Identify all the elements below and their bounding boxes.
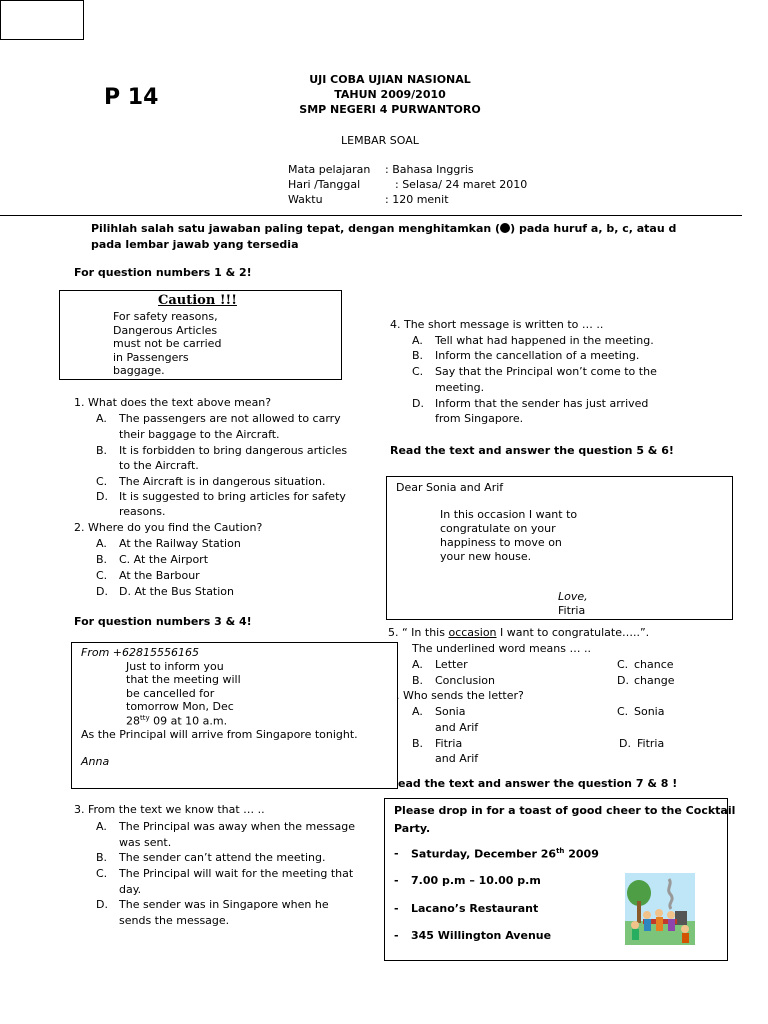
sheet-title: LEMBAR SOAL <box>341 134 419 147</box>
q3-option-c-text: The Principal will wait for the meeting that <box>119 867 354 880</box>
q4-option-a-text: Tell what had happened in the meeting. <box>435 334 654 347</box>
instructions-line-1: Pilihlah salah satu jawaban paling tepat, dengan menghitamkan ( ) pada huruf a, b, c, atau d <box>91 222 677 235</box>
q1-option-d-text: It is suggested to bring articles for safety <box>119 490 346 503</box>
q1-option-b-letter: B. <box>96 444 108 457</box>
invitation-line-1: Please drop in for a toast of good cheer to the Cocktail <box>394 804 736 817</box>
q3-option-a-letter: A. <box>96 820 107 833</box>
invitation-bullet: - <box>394 902 399 915</box>
info-value-subject: : Bahasa Inggris <box>385 163 474 176</box>
question-6-stem: . Who sends the letter? <box>396 689 524 702</box>
q3-option-d-letter: D. <box>96 898 108 911</box>
q4-option-d-text: from Singapore. <box>435 412 524 425</box>
party-clipart-image <box>625 873 695 945</box>
sms-principal-line: As the Principal will arrive from Singapore tonight. <box>81 728 358 741</box>
letter-closing: Love, <box>558 590 588 603</box>
header-title: UJI COBA UJIAN NASIONAL <box>309 73 471 86</box>
q6-option-b-text: and Arif <box>435 752 479 765</box>
question-5-stem-2: The underlined word means … .. <box>412 642 591 655</box>
instructions-line-2: pada lembar jawab yang tersedia <box>91 238 299 251</box>
q2-option-a-text: At the Railway Station <box>119 537 241 550</box>
q5-option-c-letter: C. <box>617 658 629 671</box>
q1-option-d-letter: D. <box>96 490 108 503</box>
info-value-time: : 120 menit <box>385 193 449 206</box>
q6-option-d-letter: D. <box>619 737 631 750</box>
exam-code-box <box>0 0 84 40</box>
q1-option-d-text: reasons. <box>119 505 166 518</box>
letter-body-line: In this occasion I want to <box>440 508 578 521</box>
q4-option-b-letter: B. <box>412 349 424 362</box>
invitation-bullet: - <box>394 847 399 860</box>
filled-circle-icon <box>500 223 510 233</box>
sms-from: From +62815556165 <box>81 646 199 659</box>
q5-option-c-text: chance <box>634 658 674 671</box>
header-year: TAHUN 2009/2010 <box>334 88 446 101</box>
q1-option-c-letter: C. <box>96 475 108 488</box>
q6-option-c-text: Sonia <box>634 705 665 718</box>
caution-line: must not be carried <box>113 337 222 350</box>
letter-body-line: your new house. <box>440 550 532 563</box>
q5-option-d-text: change <box>634 674 675 687</box>
q4-option-b-text: Inform the cancellation of a meeting. <box>435 349 640 362</box>
q6-option-a-text: and Arif <box>435 721 479 734</box>
question-5-stem: 5. “ In this occasion I want to congratulate…..”. <box>388 626 650 639</box>
question-3-stem: 3. From the text we know that … .. <box>74 803 265 816</box>
q2-option-a-letter: A. <box>96 537 107 550</box>
sms-date-line: $28^{tty}$ 09 at 10 a.m. <box>126 714 228 728</box>
q6-option-a-letter: A. <box>412 705 423 718</box>
invitation-date: Saturday, December 26th 2009 <box>411 847 599 861</box>
sms-box <box>71 642 398 789</box>
invitation-time: 7.00 p.m – 10.00 p.m <box>411 874 541 887</box>
section-heading-7-8: ead the text and answer the question 7 & 8 ! <box>398 777 678 790</box>
section-heading-5-6: Read the text and answer the question 5 & 6! <box>390 444 674 457</box>
sms-line: Just to inform you <box>126 660 224 673</box>
q4-option-a-letter: A. <box>412 334 423 347</box>
q4-option-c-text: meeting. <box>435 381 485 394</box>
q6-option-d-text: Fitria <box>637 737 665 750</box>
q4-option-c-letter: C. <box>412 365 424 378</box>
q6-option-b-letter: B. <box>412 737 424 750</box>
q2-option-b-text: C. At the Airport <box>119 553 209 566</box>
question-2-stem: 2. Where do you find the Caution? <box>74 521 263 534</box>
sms-signature: Anna <box>81 755 110 768</box>
q3-option-a-text: The Principal was away when the message <box>119 820 355 833</box>
caution-line: baggage. <box>113 364 165 377</box>
sms-line: be cancelled for <box>126 687 215 700</box>
q3-option-b-text: The sender can’t attend the meeting. <box>119 851 326 864</box>
q4-option-d-text: Inform that the sender has just arrived <box>435 397 649 410</box>
q3-option-c-text: day. <box>119 883 142 896</box>
info-value-date: : Selasa/ 24 maret 2010 <box>395 178 528 191</box>
caution-line: in Passengers <box>113 351 189 364</box>
q6-option-a-text: Sonia <box>435 705 466 718</box>
info-label-subject: Mata pelajaran <box>288 163 371 176</box>
q6-option-b-text: Fitria <box>435 737 463 750</box>
q4-option-c-text: Say that the Principal won’t come to the <box>435 365 657 378</box>
q5-option-b-text: Conclusion <box>435 674 495 687</box>
q2-option-c-text: At the Barbour <box>119 569 200 582</box>
q1-option-a-letter: A. <box>96 412 107 425</box>
q2-option-c-letter: C. <box>96 569 108 582</box>
sms-line: tomorrow Mon, Dec <box>126 700 234 713</box>
header-divider <box>0 215 742 216</box>
q1-option-b-text: to the Aircraft. <box>119 459 199 472</box>
invitation-address: 345 Willington Avenue <box>411 929 552 942</box>
exam-code: P 14 <box>104 85 159 110</box>
q1-option-a-text: their baggage to the Aircraft. <box>119 428 280 441</box>
invitation-line-2: Party. <box>394 822 431 835</box>
q6-option-c-letter: C. <box>617 705 629 718</box>
section-heading-1-2: For question numbers 1 & 2! <box>74 266 252 279</box>
q3-option-a-text: was sent. <box>119 836 172 849</box>
q4-option-d-letter: D. <box>412 397 424 410</box>
q2-option-d-letter: D. <box>96 585 108 598</box>
q2-option-b-letter: B. <box>96 553 108 566</box>
q5-option-a-letter: A. <box>412 658 423 671</box>
q3-option-d-text: sends the message. <box>119 914 230 927</box>
letter-greeting: Dear Sonia and Arif <box>396 481 504 494</box>
caution-line: For safety reasons, <box>113 310 218 323</box>
invitation-bullet: - <box>394 874 399 887</box>
letter-body-line: congratulate on your <box>440 522 556 535</box>
letter-body-line: happiness to move on <box>440 536 562 549</box>
q5-option-a-text: Letter <box>435 658 468 671</box>
q3-option-c-letter: C. <box>96 867 108 880</box>
q3-option-d-text: The sender was in Singapore when he <box>119 898 329 911</box>
section-heading-3-4: For question numbers 3 & 4! <box>74 615 252 628</box>
q5-option-b-letter: B. <box>412 674 424 687</box>
header-school: SMP NEGERI 4 PURWANTORO <box>299 103 481 116</box>
q1-option-b-text: It is forbidden to bring dangerous articles <box>119 444 348 457</box>
caution-title: Caution !!! <box>158 293 237 308</box>
question-4-stem: 4. The short message is written to … .. <box>390 318 604 331</box>
letter-signature: Fitria <box>558 604 586 617</box>
info-label-time: Waktu <box>288 193 323 206</box>
sms-line: that the meeting will <box>126 673 241 686</box>
q2-option-d-text: D. At the Bus Station <box>119 585 235 598</box>
q1-option-a-text: The passengers are not allowed to carry <box>119 412 341 425</box>
info-label-date: Hari /Tanggal <box>288 178 361 191</box>
q1-option-c-text: The Aircraft is in dangerous situation. <box>119 475 326 488</box>
q3-option-b-letter: B. <box>96 851 108 864</box>
question-1-stem: 1. What does the text above mean? <box>74 396 272 409</box>
invitation-bullet: - <box>394 929 399 942</box>
invitation-venue: Lacano’s Restaurant <box>411 902 539 915</box>
caution-line: Dangerous Articles <box>113 324 218 337</box>
q5-option-d-letter: D. <box>617 674 629 687</box>
